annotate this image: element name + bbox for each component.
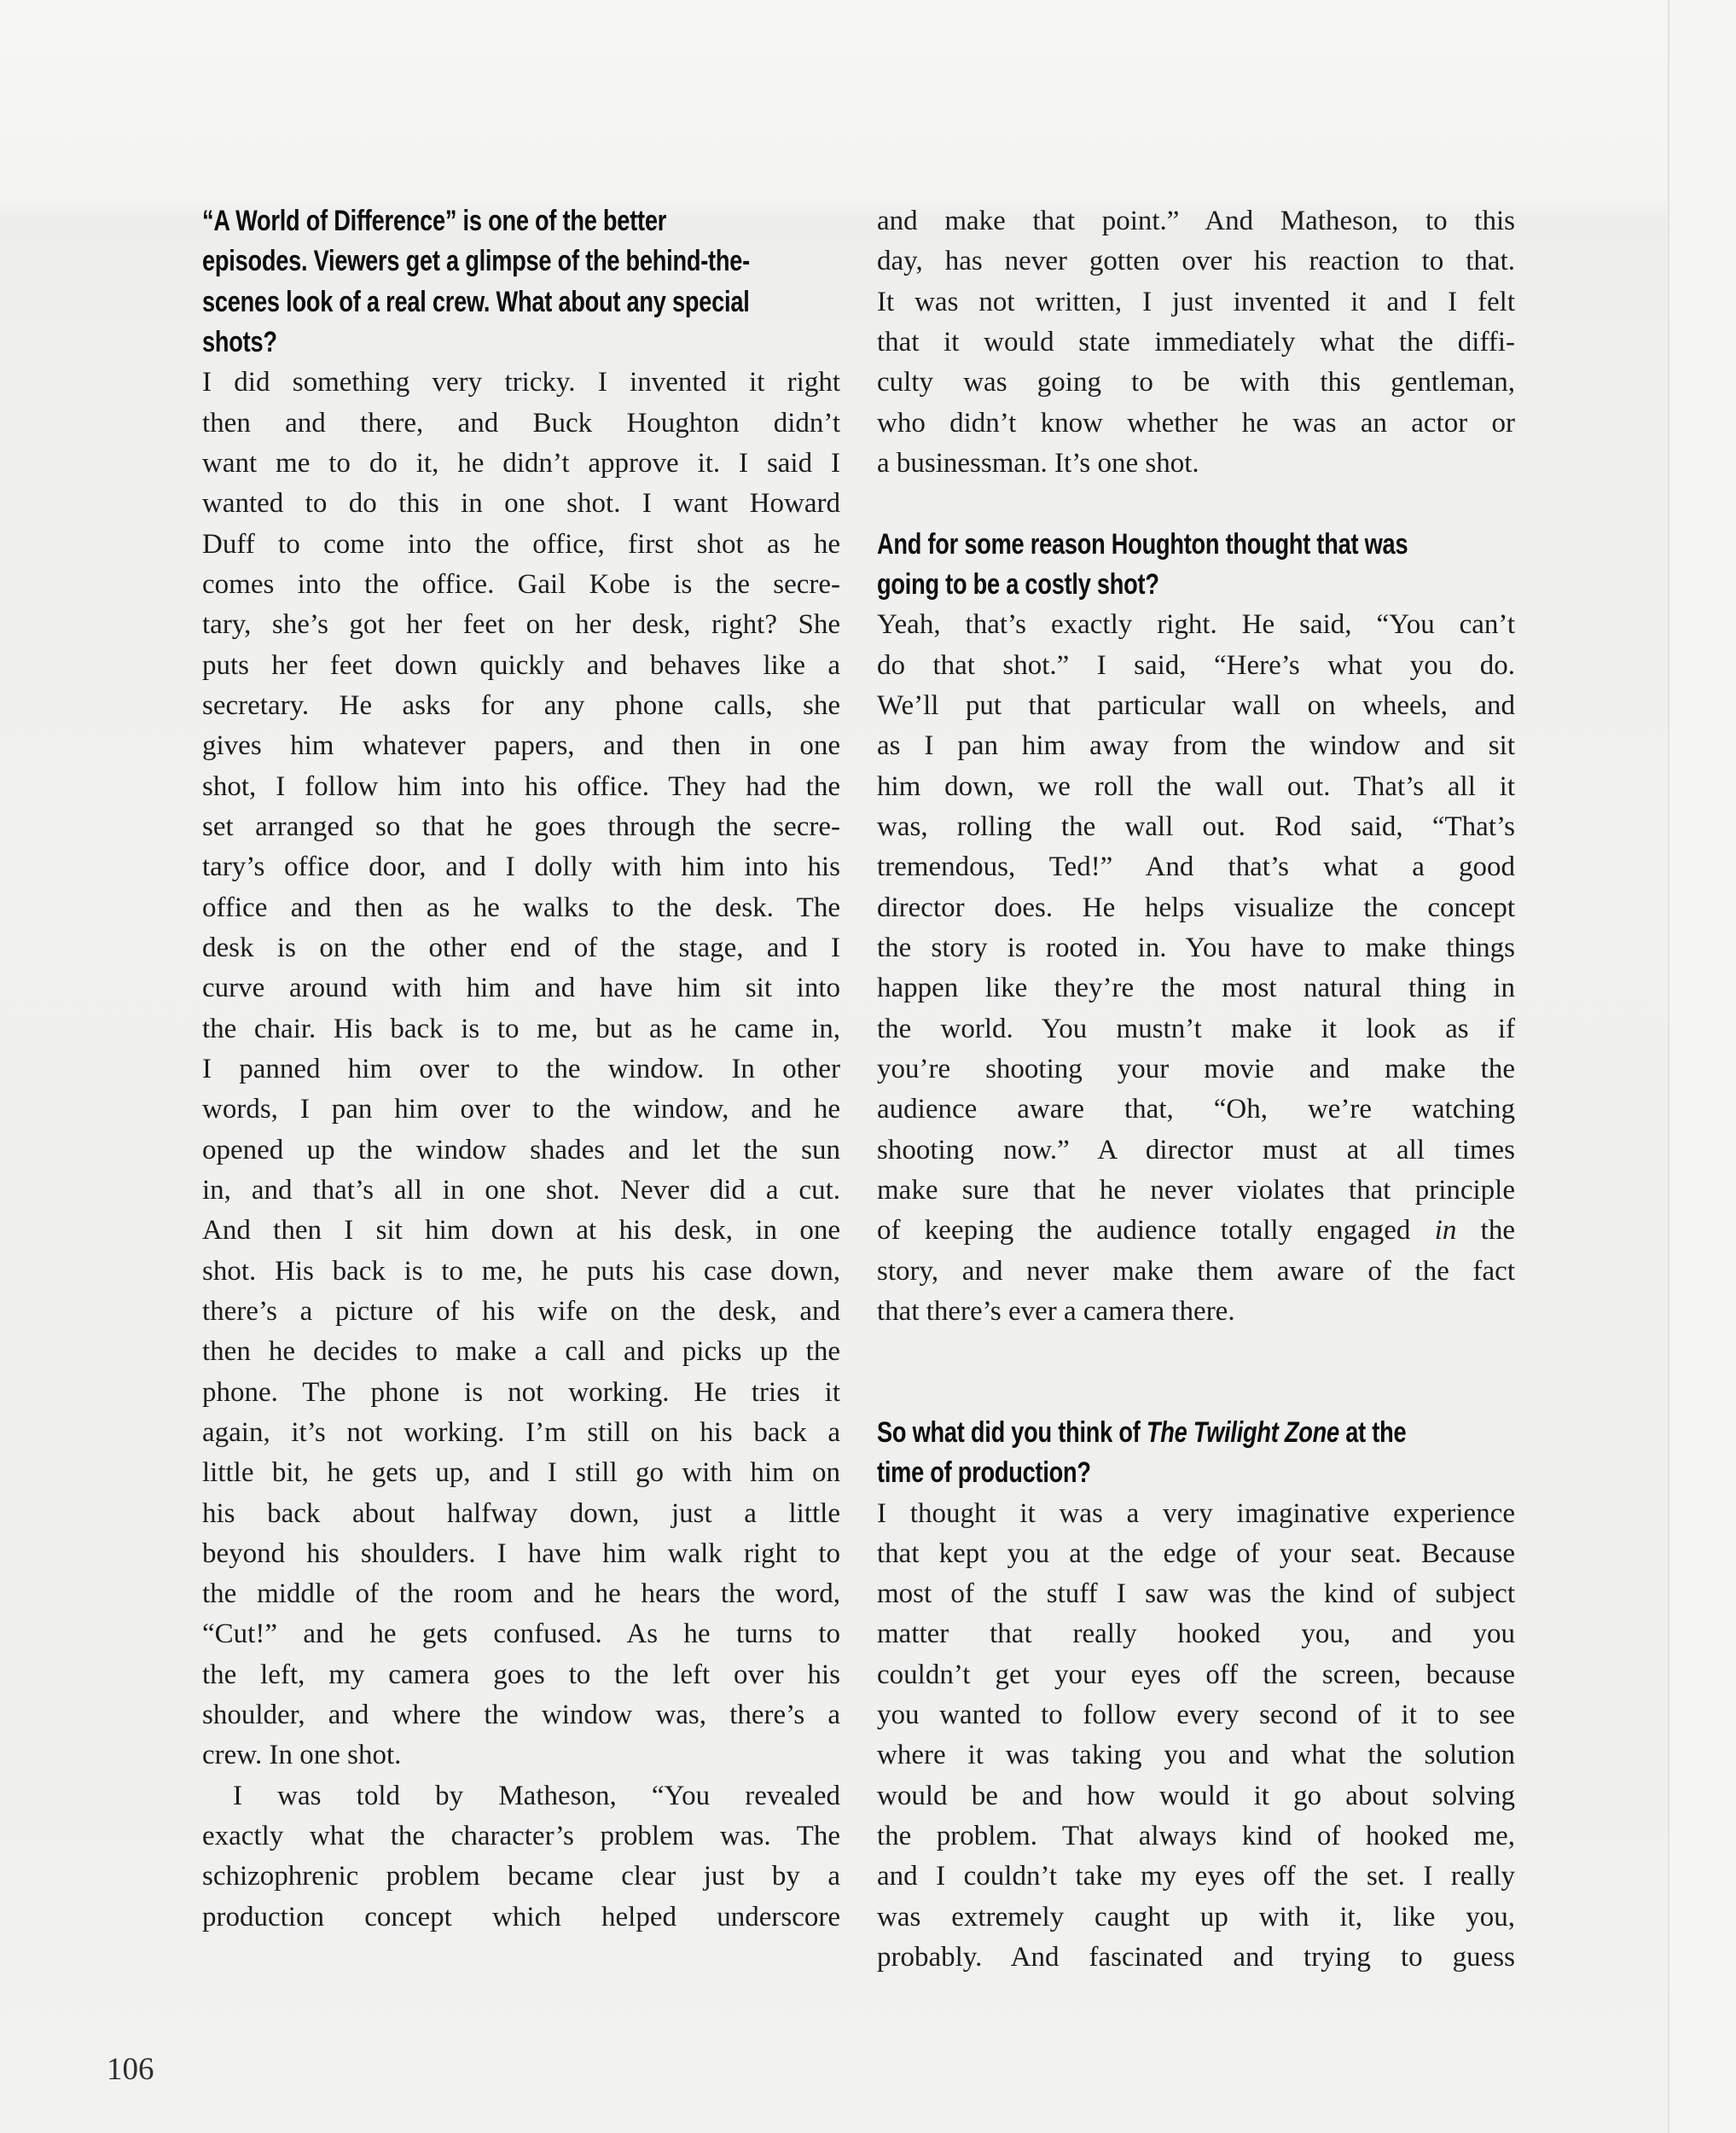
body-line: gives him whatever papers, and then in one <box>202 730 840 762</box>
body-line: puts her feet down quickly and behaves like a <box>202 649 840 681</box>
body-line: And then I sit him down at his desk, in one <box>202 1215 840 1247</box>
body-line: We’ll put that particular wall on wheels, and <box>877 689 1515 721</box>
body-line: who didn’t know whether he was an actor or <box>877 407 1515 439</box>
body-line: I panned him over to the window. In other <box>202 1053 840 1084</box>
body-line: comes into the office. Gail Kobe is the secre- <box>202 568 840 600</box>
scan-edge-strip <box>1669 0 1736 2133</box>
body-line: the world. You mustn’t make it look as if <box>877 1013 1515 1044</box>
question-line <box>202 282 840 323</box>
body-line: day, has never gotten over his reaction to that. <box>877 246 1515 277</box>
text-column-right <box>877 201 1515 1978</box>
question-line <box>877 565 1515 605</box>
blank-line <box>877 484 1515 524</box>
body-line: and I couldn’t take my eyes off the set. I really <box>877 1861 1515 1892</box>
body-line: crew. In one shot. <box>202 1740 402 1771</box>
question-text: scenes look of a real crew. What about any special <box>202 285 750 318</box>
blank-line <box>877 1332 1515 1372</box>
body-line: matter that really hooked you, and you <box>877 1619 1515 1650</box>
question-line <box>877 1413 1515 1453</box>
body-line: make sure that he never violates that principle <box>877 1174 1515 1206</box>
body-line: shooting now.” A director must at all times <box>877 1134 1515 1165</box>
body-line: shot, I follow him into his office. They had the <box>202 770 840 802</box>
body-line: little bit, he gets up, and I still go with him on <box>202 1457 840 1489</box>
body-line: I thought it was a very imaginative experience <box>877 1497 1515 1529</box>
blank-line <box>877 1373 1515 1413</box>
body-line: you’re shooting your movie and make the <box>877 1053 1515 1084</box>
body-line: the left, my camera goes to the left over his <box>202 1659 840 1690</box>
question-line <box>202 241 840 282</box>
body-line: him down, we roll the wall out. That’s all it <box>877 770 1515 802</box>
body-line: do that shot.” I said, “Here’s what you do. <box>877 649 1515 681</box>
body-line: office and then as he walks to the desk. The <box>202 892 840 923</box>
body-line: secretary. He asks for any phone calls, she <box>202 689 840 721</box>
question-line <box>202 201 840 241</box>
body-line: set arranged so that he goes through the secre- <box>202 811 840 842</box>
body-line: shot. His back is to me, he puts his case down, <box>202 1255 840 1287</box>
body-line: the story is rooted in. You have to make things <box>877 932 1515 963</box>
question-text: episodes. Viewers get a glimpse of the behind-the- <box>202 245 750 278</box>
question-text: going to be a costly shot? <box>877 567 1159 601</box>
question-text: So what did you think of The Twilight Zone at the <box>877 1415 1407 1449</box>
body-line: Duff to come into the office, first shot as he <box>202 528 840 560</box>
body-line: again, it’s not working. I’m still on his back a <box>202 1416 840 1448</box>
body-line: It was not written, I just invented it and I felt <box>877 286 1515 317</box>
body-line: you wanted to follow every second of it to see <box>877 1700 1515 1731</box>
body-line: probably. And fascinated and trying to guess <box>877 1942 1515 1973</box>
body-line: phone. The phone is not working. He tries it <box>202 1376 840 1408</box>
body-line: tary’s office door, and I dolly with him into his <box>202 851 840 883</box>
body-line: Yeah, that’s exactly right. He said, “You can’t <box>877 609 1515 641</box>
body-line: “Cut!” and he gets confused. As he turns to <box>202 1619 840 1650</box>
body-line: words, I pan him over to the window, and he <box>202 1094 840 1125</box>
body-line: curve around with him and have him sit into <box>202 973 840 1004</box>
body-line: then he decides to make a call and picks up the <box>202 1336 840 1368</box>
body-line: shoulder, and where the window was, there’s a <box>202 1700 840 1731</box>
body-line: there’s a picture of his wife on the desk, and <box>202 1295 840 1327</box>
body-line: as I pan him away from the window and sit <box>877 730 1515 762</box>
body-line: audience aware that, “Oh, we’re watching <box>877 1094 1515 1125</box>
question-line <box>877 525 1515 565</box>
body-line: happen like they’re the most natural thing in <box>877 973 1515 1004</box>
body-line: opened up the window shades and let the sun <box>202 1134 840 1165</box>
body-line: I did something very tricky. I invented it right <box>202 367 840 398</box>
body-line: would be and how would it go about solving <box>877 1780 1515 1811</box>
body-line: was, rolling the wall out. Rod said, “That’s <box>877 811 1515 842</box>
body-line: that there’s ever a camera there. <box>877 1295 1235 1327</box>
body-line: that kept you at the edge of your seat. Because <box>877 1537 1515 1569</box>
body-line: and make that point.” And Matheson, to this <box>877 206 1515 236</box>
question-line <box>877 1453 1515 1493</box>
page-number: 106 <box>107 2052 154 2087</box>
body-line: where it was taking you and what the solution <box>877 1740 1515 1771</box>
body-line: I was told by Matheson, “You revealed <box>233 1780 840 1811</box>
body-line: couldn’t get your eyes off the screen, because <box>877 1659 1515 1690</box>
text-column-left <box>202 201 840 1938</box>
body-line: the problem. That always kind of hooked me, <box>877 1821 1515 1852</box>
body-line: most of the stuff I saw was the kind of subject <box>877 1578 1515 1610</box>
body-line: the chair. His back is to me, but as he came in, <box>202 1013 840 1044</box>
body-line: was extremely caught up with it, like you, <box>877 1901 1515 1932</box>
body-line: a businessman. It’s one shot. <box>877 447 1199 479</box>
body-line: then and there, and Buck Houghton didn’t <box>202 407 840 439</box>
question-text: shots? <box>202 325 277 358</box>
question-line <box>202 323 840 363</box>
question-text: time of production? <box>877 1456 1091 1490</box>
body-line: of keeping the audience totally engaged in the <box>877 1215 1515 1247</box>
body-line: exactly what the character’s problem was. The <box>202 1821 840 1852</box>
question-text: “A World of Difference” is one of the better <box>202 205 667 237</box>
body-line: desk is on the other end of the stage, and I <box>202 932 840 963</box>
body-line: production concept which helped underscore <box>202 1901 840 1932</box>
body-line: schizophrenic problem became clear just by a <box>202 1861 840 1892</box>
body-line: wanted to do this in one shot. I want Howard <box>202 488 840 520</box>
body-line: that it would state immediately what the diffi- <box>877 326 1515 357</box>
body-line: want me to do it, he didn’t approve it. I said I <box>202 447 840 479</box>
body-line: in, and that’s all in one shot. Never did a cut. <box>202 1174 840 1206</box>
body-line: tremendous, Ted!” And that’s what a good <box>877 851 1515 883</box>
body-line: the middle of the room and he hears the word, <box>202 1578 840 1610</box>
body-line: his back about halfway down, just a little <box>202 1497 840 1529</box>
body-line: director does. He helps visualize the concept <box>877 892 1515 923</box>
question-text: And for some reason Houghton thought that was <box>877 527 1408 561</box>
body-line: story, and never make them aware of the fact <box>877 1255 1515 1287</box>
body-line: tary, she’s got her feet on her desk, right? She <box>202 609 840 641</box>
body-line: beyond his shoulders. I have him walk right to <box>202 1537 840 1569</box>
body-line: culty was going to be with this gentleman, <box>877 367 1515 398</box>
